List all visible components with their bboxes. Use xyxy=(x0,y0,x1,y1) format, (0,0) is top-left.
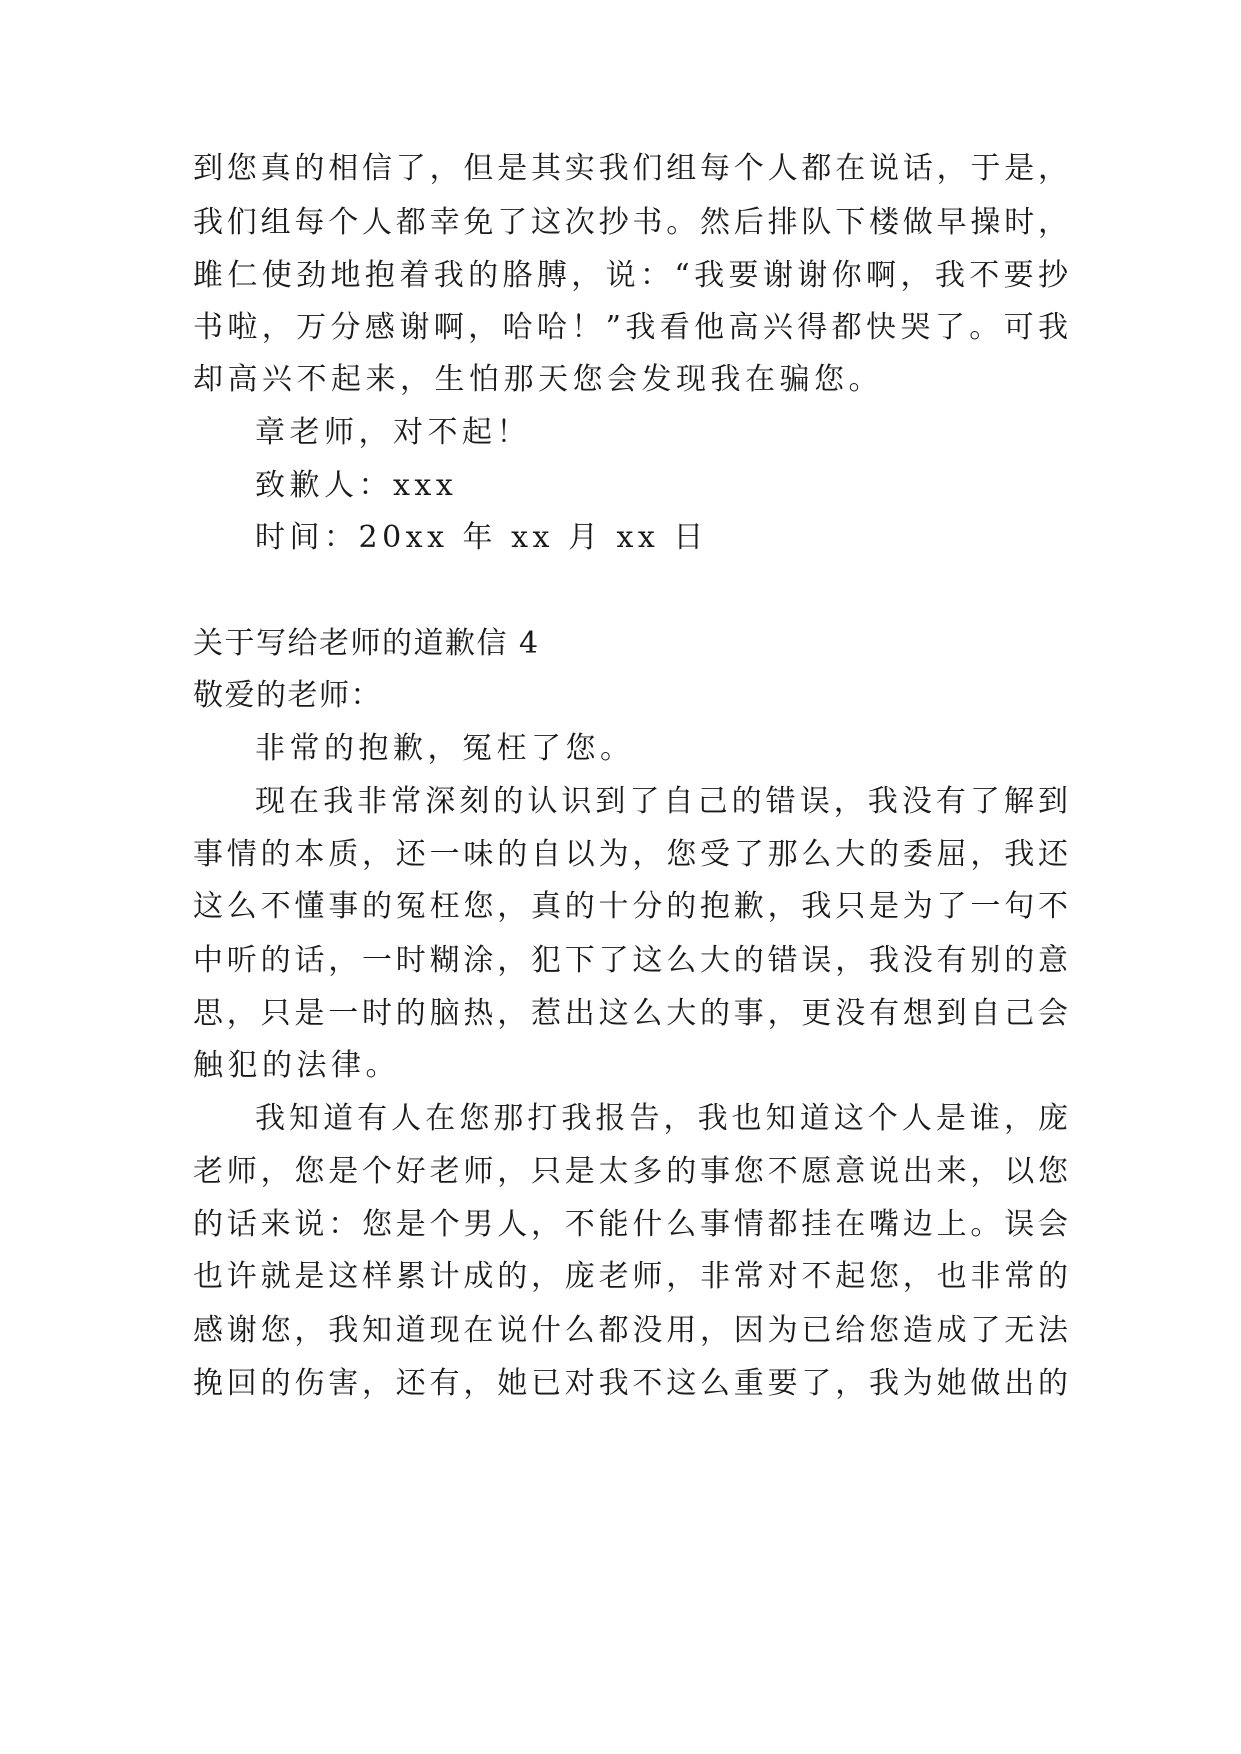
paragraph-1: 非常的抱歉，冤枉了您。 xyxy=(255,731,635,766)
section1-line: 书啦，万分感谢啊，哈哈！”我看他高兴得都快哭了。可我 xyxy=(193,310,1068,345)
paragraph-2-line: 触犯的法律。 xyxy=(193,1048,400,1083)
paragraph-3-line: 老师，您是个好老师，只是太多的事您不愿意说出来，以您 xyxy=(193,1154,1068,1189)
letter-title: 关于写给老师的道歉信 4 xyxy=(193,626,540,661)
date-line: 时间：20xx 年 xx 月 xx 日 xyxy=(255,520,708,555)
section1-line: 雎仁使劲地抱着我的胳膊，说：“我要谢谢你啊，我不要抄 xyxy=(193,258,1068,293)
paragraph-3-line: 也许就是这样累计成的，庞老师，非常对不起您，也非常的 xyxy=(193,1259,1068,1294)
paragraph-2-line: 思，只是一时的脑热，惹出这么大的事，更没有想到自己会 xyxy=(193,996,1068,1031)
section1-line: 我们组每个人都幸免了这次抄书。然后排队下楼做早操时， xyxy=(193,205,1068,240)
paragraph-2-line: 事情的本质，还一味的自以为，您受了那么大的委屈，我还 xyxy=(193,837,1068,872)
paragraph-2-line: 中听的话，一时糊涂，犯下了这么大的错误，我没有别的意 xyxy=(193,943,1068,978)
paragraph-3-line: 挽回的伤害，还有，她已对我不这么重要了，我为她做出的 xyxy=(193,1366,1068,1401)
paragraph-2-line: 这么不懂事的冤枉您，真的十分的抱歉，我只是为了一句不 xyxy=(193,889,1068,924)
paragraph-3-line: 的话来说：您是个男人，不能什么事情都挂在嘴边上。误会 xyxy=(193,1207,1068,1242)
paragraph-3-line: 我知道有人在您那打我报告，我也知道这个人是谁，庞 xyxy=(255,1101,1068,1136)
section1-line: 却高兴不起来，生怕那天您会发现我在骗您。 xyxy=(193,362,883,397)
closing-line: 章老师，对不起！ xyxy=(255,415,531,450)
section1-line: 到您真的相信了，但是其实我们组每个人都在说话，于是， xyxy=(193,151,1068,186)
paragraph-3-line: 感谢您，我知道现在说什么都没用，因为已给您造成了无法 xyxy=(193,1313,1068,1348)
salutation: 敬爱的老师： xyxy=(193,678,382,713)
signer-line: 致歉人：xxx xyxy=(255,468,458,503)
paragraph-2-line: 现在我非常深刻的认识到了自己的错误，我没有了解到 xyxy=(255,784,1068,819)
